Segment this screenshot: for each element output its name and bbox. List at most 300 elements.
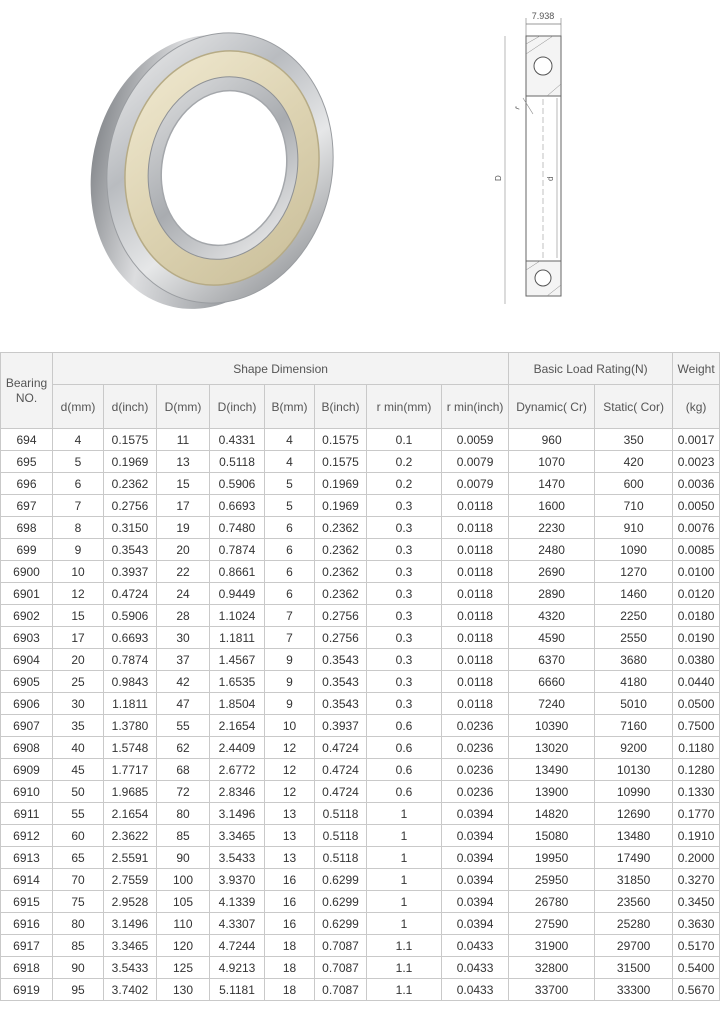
d-mm-cell: 60 [53,825,104,847]
weight-cell: 0.1330 [673,781,720,803]
weight-cell: 0.0180 [673,605,720,627]
r-min-inch-cell: 0.0118 [442,495,509,517]
bearing-no-cell: 697 [1,495,53,517]
outer-d-mm-cell: 20 [157,539,210,561]
r-min-inch-cell: 0.0394 [442,825,509,847]
d-inch-cell: 1.9685 [104,781,157,803]
outer-d-mm-cell: 24 [157,583,210,605]
weight-cell: 0.2000 [673,847,720,869]
d-inch-cell: 1.5748 [104,737,157,759]
outer-d-mm-cell: 13 [157,451,210,473]
weight-cell: 0.7500 [673,715,720,737]
b-inch-cell: 0.5118 [315,803,367,825]
r-min-inch-cell: 0.0394 [442,913,509,935]
outer-d-inch-cell: 0.7874 [210,539,265,561]
bearing-no-cell: 696 [1,473,53,495]
weight-cell: 0.1180 [673,737,720,759]
d-mm-cell: 9 [53,539,104,561]
r-min-inch-cell: 0.0118 [442,605,509,627]
radius-label: r [512,105,522,111]
outer-d-inch-cell: 0.9449 [210,583,265,605]
r-min-inch-header: r min(inch) [442,385,509,429]
table-row [1,693,720,715]
outer-d-mm-cell: 68 [157,759,210,781]
d-mm-cell: 50 [53,781,104,803]
dynamic-load-cell: 32800 [509,957,595,979]
r-min-mm-cell: 0.2 [367,473,442,495]
b-mm-cell: 16 [265,913,315,935]
b-mm-cell: 4 [265,451,315,473]
static-load-cell: 2550 [595,627,673,649]
bearing-no-cell: 6914 [1,869,53,891]
dynamic-load-cell: 2480 [509,539,595,561]
r-min-mm-cell: 0.3 [367,627,442,649]
d-inch-cell: 2.5591 [104,847,157,869]
static-load-cell: 420 [595,451,673,473]
outer-d-mm-cell: 125 [157,957,210,979]
bearing-no-cell: 6913 [1,847,53,869]
outer-d-inch-cell: 4.1339 [210,891,265,913]
dynamic-load-cell: 4590 [509,627,595,649]
b-mm-cell: 13 [265,847,315,869]
b-inch-cell: 0.2756 [315,605,367,627]
d-mm-cell: 7 [53,495,104,517]
b-mm-cell: 4 [265,429,315,451]
r-min-mm-cell: 1 [367,847,442,869]
table-row [1,979,720,1001]
r-min-inch-cell: 0.0394 [442,803,509,825]
d-inch-cell: 1.7717 [104,759,157,781]
outer-d-inch-cell: 0.6693 [210,495,265,517]
table-row [1,825,720,847]
weight-cell: 0.5670 [673,979,720,1001]
bearing-no-cell: 694 [1,429,53,451]
r-min-mm-cell: 0.3 [367,671,442,693]
b-inch-cell: 0.1969 [315,473,367,495]
weight-cell: 0.5400 [673,957,720,979]
d-mm-cell: 35 [53,715,104,737]
b-inch-cell: 0.1575 [315,429,367,451]
b-mm-cell: 6 [265,539,315,561]
d-mm-cell: 90 [53,957,104,979]
weight-kg-header: (kg) [673,385,720,429]
d-inch-cell: 0.3150 [104,517,157,539]
d-mm-cell: 65 [53,847,104,869]
dynamic-load-cell: 14820 [509,803,595,825]
outer-d-mm-cell: 110 [157,913,210,935]
table-row [1,715,720,737]
b-inch-cell: 0.2362 [315,561,367,583]
d-mm-cell: 12 [53,583,104,605]
b-mm-cell: 10 [265,715,315,737]
static-load-cell: 17490 [595,847,673,869]
d-inch-header: d(inch) [104,385,157,429]
weight-cell: 0.0036 [673,473,720,495]
b-inch-cell: 0.3543 [315,671,367,693]
d-mm-cell: 5 [53,451,104,473]
b-mm-cell: 12 [265,737,315,759]
r-min-mm-cell: 1 [367,913,442,935]
static-load-cell: 710 [595,495,673,517]
dynamic-load-cell: 6660 [509,671,595,693]
dynamic-load-cell: 7240 [509,693,595,715]
b-mm-cell: 5 [265,473,315,495]
b-inch-cell: 0.2756 [315,627,367,649]
outer-d-inch-cell: 3.9370 [210,869,265,891]
table-row [1,737,720,759]
d-inch-cell: 2.1654 [104,803,157,825]
outer-d-inch-cell: 3.3465 [210,825,265,847]
dynamic-load-cell: 2230 [509,517,595,539]
d-inch-cell: 0.6693 [104,627,157,649]
r-min-mm-cell: 0.6 [367,759,442,781]
dynamic-load-cell: 26780 [509,891,595,913]
r-min-inch-cell: 0.0079 [442,451,509,473]
static-load-cell: 350 [595,429,673,451]
r-min-inch-cell: 0.0118 [442,517,509,539]
d-inch-cell: 0.4724 [104,583,157,605]
b-mm-cell: 18 [265,979,315,1001]
d-inch-cell: 0.2756 [104,495,157,517]
static-load-cell: 4180 [595,671,673,693]
r-min-inch-cell: 0.0118 [442,649,509,671]
table-row [1,429,720,451]
outer-d-mm-cell: 130 [157,979,210,1001]
outer-d-inch-cell: 1.1811 [210,627,265,649]
r-min-inch-cell: 0.0394 [442,869,509,891]
table-row [1,517,720,539]
static-load-cell: 7160 [595,715,673,737]
dynamic-load-cell: 6370 [509,649,595,671]
dynamic-load-cell: 19950 [509,847,595,869]
table-row [1,495,720,517]
dynamic-load-cell: 2890 [509,583,595,605]
b-mm-cell: 6 [265,517,315,539]
outer-d-inch-cell: 1.4567 [210,649,265,671]
weight-cell: 0.3630 [673,913,720,935]
d-mm-cell: 30 [53,693,104,715]
r-min-inch-cell: 0.0118 [442,539,509,561]
d-inch-cell: 3.5433 [104,957,157,979]
r-min-mm-cell: 0.3 [367,693,442,715]
bearing-no-cell: 6909 [1,759,53,781]
width-dimension-label: 7.938 [531,11,555,21]
b-mm-cell: 6 [265,583,315,605]
b-inch-cell: 0.2362 [315,539,367,561]
dynamic-load-cell: 960 [509,429,595,451]
bearing-no-cell: 695 [1,451,53,473]
b-mm-cell: 12 [265,759,315,781]
weight-cell: 0.0085 [673,539,720,561]
r-min-mm-cell: 0.3 [367,539,442,561]
dynamic-load-cell: 13490 [509,759,595,781]
table-row [1,605,720,627]
dynamic-load-cell: 33700 [509,979,595,1001]
d-mm-cell: 45 [53,759,104,781]
bearing-no-cell: 698 [1,517,53,539]
d-mm-cell: 17 [53,627,104,649]
weight-cell: 0.0023 [673,451,720,473]
product-header [0,0,719,352]
table-row [1,869,720,891]
table-row [1,803,720,825]
bearing-no-cell: 6919 [1,979,53,1001]
static-load-cell: 23560 [595,891,673,913]
static-load-cell: 12690 [595,803,673,825]
d-mm-cell: 55 [53,803,104,825]
r-min-inch-cell: 0.0118 [442,583,509,605]
bearing-no-cell: 6906 [1,693,53,715]
outer-d-inch-cell: 1.1024 [210,605,265,627]
b-inch-cell: 0.7087 [315,935,367,957]
r-min-inch-cell: 0.0118 [442,693,509,715]
d-mm-cell: 80 [53,913,104,935]
bearing-no-cell: 6904 [1,649,53,671]
r-min-mm-cell: 1.1 [367,957,442,979]
table-row [1,473,720,495]
outer-d-mm-cell: 120 [157,935,210,957]
b-mm-header: B(mm) [265,385,315,429]
table-row [1,451,720,473]
outer-d-inch-cell: 4.3307 [210,913,265,935]
d-mm-cell: 40 [53,737,104,759]
shape-dimension-header: Shape Dimension [53,353,509,385]
outer-d-mm-cell: 11 [157,429,210,451]
weight-cell: 0.0190 [673,627,720,649]
d-mm-cell: 6 [53,473,104,495]
dynamic-load-cell: 27590 [509,913,595,935]
dynamic-load-header: Dynamic( Cr) [509,385,595,429]
static-load-cell: 33300 [595,979,673,1001]
b-inch-cell: 0.7087 [315,957,367,979]
dynamic-load-cell: 4320 [509,605,595,627]
table-row [1,583,720,605]
d-inch-cell: 1.3780 [104,715,157,737]
b-mm-cell: 13 [265,825,315,847]
outer-d-mm-cell: 105 [157,891,210,913]
b-inch-cell: 0.1969 [315,495,367,517]
static-load-cell: 5010 [595,693,673,715]
r-min-mm-cell: 0.3 [367,605,442,627]
r-min-mm-cell: 0.2 [367,451,442,473]
b-mm-cell: 5 [265,495,315,517]
d-mm-cell: 25 [53,671,104,693]
b-inch-cell: 0.4724 [315,737,367,759]
outer-d-inch-cell: 3.1496 [210,803,265,825]
d-inch-cell: 0.5906 [104,605,157,627]
d-inch-cell: 0.2362 [104,473,157,495]
r-min-inch-cell: 0.0079 [442,473,509,495]
static-load-cell: 29700 [595,935,673,957]
d-mm-header: d(mm) [53,385,104,429]
r-min-mm-cell: 1 [367,869,442,891]
bearing-no-cell: 6901 [1,583,53,605]
outer-d-inch-cell: 2.8346 [210,781,265,803]
bearing-no-cell: 6905 [1,671,53,693]
d-inch-cell: 2.7559 [104,869,157,891]
weight-cell: 0.0500 [673,693,720,715]
d-mm-cell: 20 [53,649,104,671]
b-inch-header: B(inch) [315,385,367,429]
d-inch-cell: 0.3937 [104,561,157,583]
static-load-cell: 13480 [595,825,673,847]
outer-d-mm-cell: 62 [157,737,210,759]
outer-d-mm-cell: 19 [157,517,210,539]
outer-d-inch-cell: 5.1181 [210,979,265,1001]
bearing-no-cell: 6917 [1,935,53,957]
d-mm-cell: 15 [53,605,104,627]
r-min-inch-cell: 0.0433 [442,935,509,957]
dynamic-load-cell: 1600 [509,495,595,517]
table-row [1,561,720,583]
r-min-inch-cell: 0.0394 [442,847,509,869]
r-min-mm-cell: 0.3 [367,583,442,605]
r-min-mm-cell: 0.6 [367,737,442,759]
weight-cell: 0.1280 [673,759,720,781]
b-mm-cell: 9 [265,671,315,693]
table-row [1,935,720,957]
bearing-no-cell: 6908 [1,737,53,759]
outer-d-inch-cell: 0.5118 [210,451,265,473]
r-min-mm-cell: 0.3 [367,649,442,671]
bearing-no-header: Bearing NO. [1,353,53,429]
weight-cell: 0.0017 [673,429,720,451]
weight-cell: 0.0100 [673,561,720,583]
static-load-cell: 10990 [595,781,673,803]
outer-d-inch-cell: 4.9213 [210,957,265,979]
r-min-inch-cell: 0.0236 [442,759,509,781]
b-inch-cell: 0.3543 [315,693,367,715]
weight-cell: 0.0380 [673,649,720,671]
weight-cell: 0.5170 [673,935,720,957]
bore-diameter-label: d [546,176,555,181]
weight-cell: 0.0050 [673,495,720,517]
r-min-inch-cell: 0.0118 [442,671,509,693]
d-inch-cell: 2.9528 [104,891,157,913]
b-inch-cell: 0.6299 [315,913,367,935]
outer-d-mm-cell: 80 [157,803,210,825]
r-min-mm-cell: 1 [367,803,442,825]
r-min-inch-cell: 0.0236 [442,737,509,759]
b-mm-cell: 16 [265,891,315,913]
b-mm-cell: 9 [265,693,315,715]
static-load-cell: 2250 [595,605,673,627]
static-load-cell: 31500 [595,957,673,979]
static-load-cell: 25280 [595,913,673,935]
dynamic-load-cell: 15080 [509,825,595,847]
weight-cell: 0.0120 [673,583,720,605]
b-mm-cell: 7 [265,605,315,627]
d-mm-cell: 8 [53,517,104,539]
static-load-cell: 3680 [595,649,673,671]
static-load-cell: 10130 [595,759,673,781]
b-inch-cell: 0.4724 [315,781,367,803]
basic-load-rating-header: Basic Load Rating(N) [509,353,673,385]
b-inch-cell: 0.2362 [315,517,367,539]
outer-d-inch-cell: 0.5906 [210,473,265,495]
table-row [1,781,720,803]
static-load-cell: 1460 [595,583,673,605]
weight-cell: 0.0076 [673,517,720,539]
table-row [1,957,720,979]
d-inch-cell: 0.9843 [104,671,157,693]
r-min-inch-cell: 0.0118 [442,561,509,583]
bearing-no-cell: 6910 [1,781,53,803]
r-min-inch-cell: 0.0236 [442,715,509,737]
b-mm-cell: 9 [265,649,315,671]
outer-d-mm-cell: 42 [157,671,210,693]
dynamic-load-cell: 2690 [509,561,595,583]
b-inch-cell: 0.6299 [315,869,367,891]
outer-d-mm-cell: 100 [157,869,210,891]
table-row [1,913,720,935]
static-load-cell: 9200 [595,737,673,759]
static-load-cell: 910 [595,517,673,539]
outer-d-inch-cell: 2.4409 [210,737,265,759]
outer-d-inch-cell: 0.8661 [210,561,265,583]
outer-d-inch-cell: 0.4331 [210,429,265,451]
table-row [1,539,720,561]
r-min-mm-cell: 0.1 [367,429,442,451]
bearing-cross-section-drawing [495,6,575,316]
r-min-mm-cell: 0.3 [367,517,442,539]
d-inch-cell: 2.3622 [104,825,157,847]
d-inch-cell: 0.3543 [104,539,157,561]
b-inch-cell: 0.3937 [315,715,367,737]
r-min-mm-cell: 0.3 [367,561,442,583]
static-load-cell: 1270 [595,561,673,583]
d-inch-cell: 1.1811 [104,693,157,715]
b-inch-cell: 0.6299 [315,891,367,913]
outer-d-mm-cell: 85 [157,825,210,847]
b-inch-cell: 0.5118 [315,847,367,869]
b-mm-cell: 12 [265,781,315,803]
bearing-photo [70,18,360,318]
d-inch-cell: 3.3465 [104,935,157,957]
bearing-no-cell: 6915 [1,891,53,913]
bearing-no-cell: 6903 [1,627,53,649]
outer-d-mm-cell: 47 [157,693,210,715]
table-row [1,891,720,913]
static-load-header: Static( Cor) [595,385,673,429]
d-mm-cell: 4 [53,429,104,451]
r-min-mm-cell: 1 [367,891,442,913]
dynamic-load-cell: 13020 [509,737,595,759]
r-min-mm-cell: 1 [367,825,442,847]
bearing-no-cell: 6916 [1,913,53,935]
r-min-inch-cell: 0.0433 [442,979,509,1001]
outer-d-inch-cell: 3.5433 [210,847,265,869]
outer-d-mm-cell: 17 [157,495,210,517]
r-min-inch-cell: 0.0394 [442,891,509,913]
r-min-inch-cell: 0.0118 [442,627,509,649]
weight-cell: 0.1770 [673,803,720,825]
outer-d-inch-cell: 2.1654 [210,715,265,737]
b-mm-cell: 6 [265,561,315,583]
table-row [1,627,720,649]
d-inch-cell: 0.1575 [104,429,157,451]
spec-table-body [1,429,720,1001]
table-row [1,847,720,869]
static-load-cell: 1090 [595,539,673,561]
outer-diameter-label: D [494,175,503,181]
outer-d-inch-cell: 1.6535 [210,671,265,693]
table-row [1,649,720,671]
r-min-mm-cell: 0.6 [367,781,442,803]
outer-d-inch-cell: 0.7480 [210,517,265,539]
weight-cell: 0.3270 [673,869,720,891]
r-min-mm-cell: 0.6 [367,715,442,737]
